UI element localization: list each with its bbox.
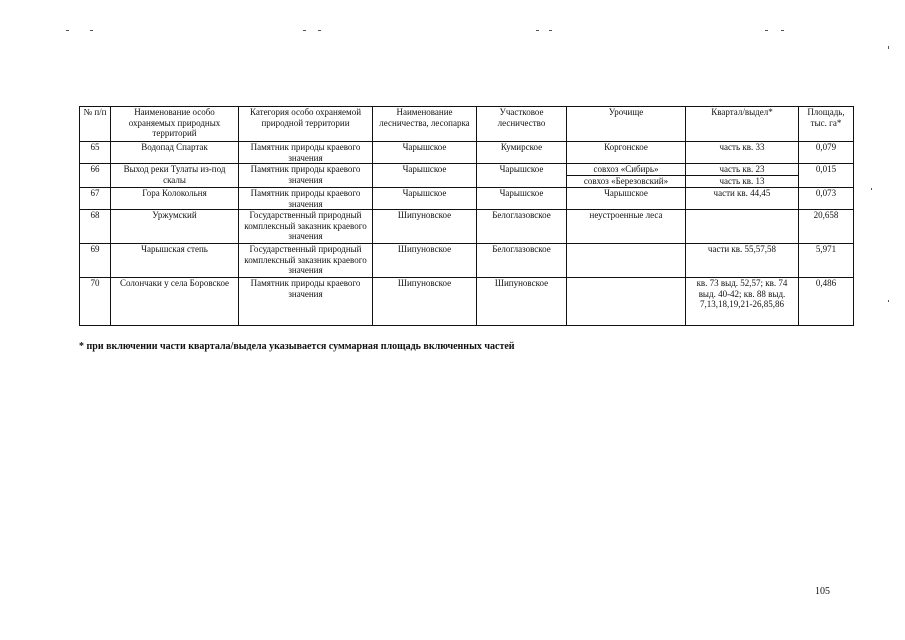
cell-district: Шипуновское [477, 278, 567, 326]
cell-name: Гора Колокольня [111, 188, 239, 210]
header-tract: Урочище [567, 107, 686, 142]
cell-name: Водопад Спартак [111, 142, 239, 164]
cell-quarter: части кв. 55,57,58 [686, 244, 799, 278]
cell-tract: Чарышское [567, 188, 686, 210]
cell-area: 5,971 [799, 244, 854, 278]
cell-quarter: кв. 73 выд. 52,57; кв. 74 выд. 40-42; кв. 88 выд. 7,13,18,19,21-26,85,86 [686, 278, 799, 326]
header-num: № п/п [80, 107, 111, 142]
cell-category: Памятник природы краевого значения [239, 278, 373, 326]
header-area: Площадь, тыс. га* [799, 107, 854, 142]
cell-name: Выход реки Тулаты из-под скалы [111, 164, 239, 188]
protected-areas-table [79, 106, 854, 326]
table-row [80, 244, 854, 278]
cell-forestry: Чарышское [373, 164, 477, 188]
table-row [80, 210, 854, 244]
page-number: 105 [815, 586, 830, 597]
header-category: Категория особо охраняемой природной территории [239, 107, 373, 142]
table-row [80, 278, 854, 326]
header-forestry: Наименование лесничества, лесопарка [373, 107, 477, 142]
cell-district: Белоглазовское [477, 244, 567, 278]
cell-forestry: Шипуновское [373, 278, 477, 326]
cell-category: Памятник природы краевого значения [239, 164, 373, 188]
cell-quarter: части кв. 44,45 [686, 188, 799, 210]
cell-area: 0,486 [799, 278, 854, 326]
cell-tract: совхоз «Сибирь» [567, 164, 686, 176]
cell-forestry: Шипуновское [373, 244, 477, 278]
table-row [80, 164, 854, 176]
cell-category: Памятник природы краевого значения [239, 188, 373, 210]
cell-name: Уржумский [111, 210, 239, 244]
cell-tract [567, 244, 686, 278]
cell-area: 0,079 [799, 142, 854, 164]
cell-name: Чарышская степь [111, 244, 239, 278]
cell-num: 70 [80, 278, 111, 326]
header-quarter: Квартал/выдел* [686, 107, 799, 142]
cell-category: Памятник природы краевого значения [239, 142, 373, 164]
cell-num: 65 [80, 142, 111, 164]
header-district: Участковое лесничество [477, 107, 567, 142]
header-row [80, 107, 854, 142]
cell-quarter [686, 210, 799, 244]
cell-num: 66 [80, 164, 111, 188]
cell-num: 67 [80, 188, 111, 210]
header-name: Наименование особо охраняемых природных территорий [111, 107, 239, 142]
cell-quarter: часть кв. 33 [686, 142, 799, 164]
cell-name: Солончаки у села Боровское [111, 278, 239, 326]
table-row [80, 188, 854, 210]
cell-district: Кумирское [477, 142, 567, 164]
cell-tract: совхоз «Березовский» [567, 176, 686, 188]
cell-num: 68 [80, 210, 111, 244]
cell-quarter: часть кв. 23 [686, 164, 799, 176]
footnote: * при включении части квартала/выдела указывается суммарная площадь включенных частей [79, 341, 515, 352]
cell-district: Чарышское [477, 188, 567, 210]
cell-tract: Коргонское [567, 142, 686, 164]
cell-tract [567, 278, 686, 326]
cell-area: 20,658 [799, 210, 854, 244]
cell-category: Государственный природный комплексный заказник краевого значения [239, 244, 373, 278]
cell-quarter: часть кв. 13 [686, 176, 799, 188]
cell-tract: неустроенные леса [567, 210, 686, 244]
table-row [80, 142, 854, 164]
cell-area: 0,015 [799, 164, 854, 188]
cell-num: 69 [80, 244, 111, 278]
cell-district: Белоглазовское [477, 210, 567, 244]
cell-district: Чарышское [477, 164, 567, 188]
cell-forestry: Чарышское [373, 188, 477, 210]
cell-forestry: Шипуновское [373, 210, 477, 244]
cell-category: Государственный природный комплексный заказник краевого значения [239, 210, 373, 244]
cell-area: 0,073 [799, 188, 854, 210]
cell-forestry: Чарышское [373, 142, 477, 164]
